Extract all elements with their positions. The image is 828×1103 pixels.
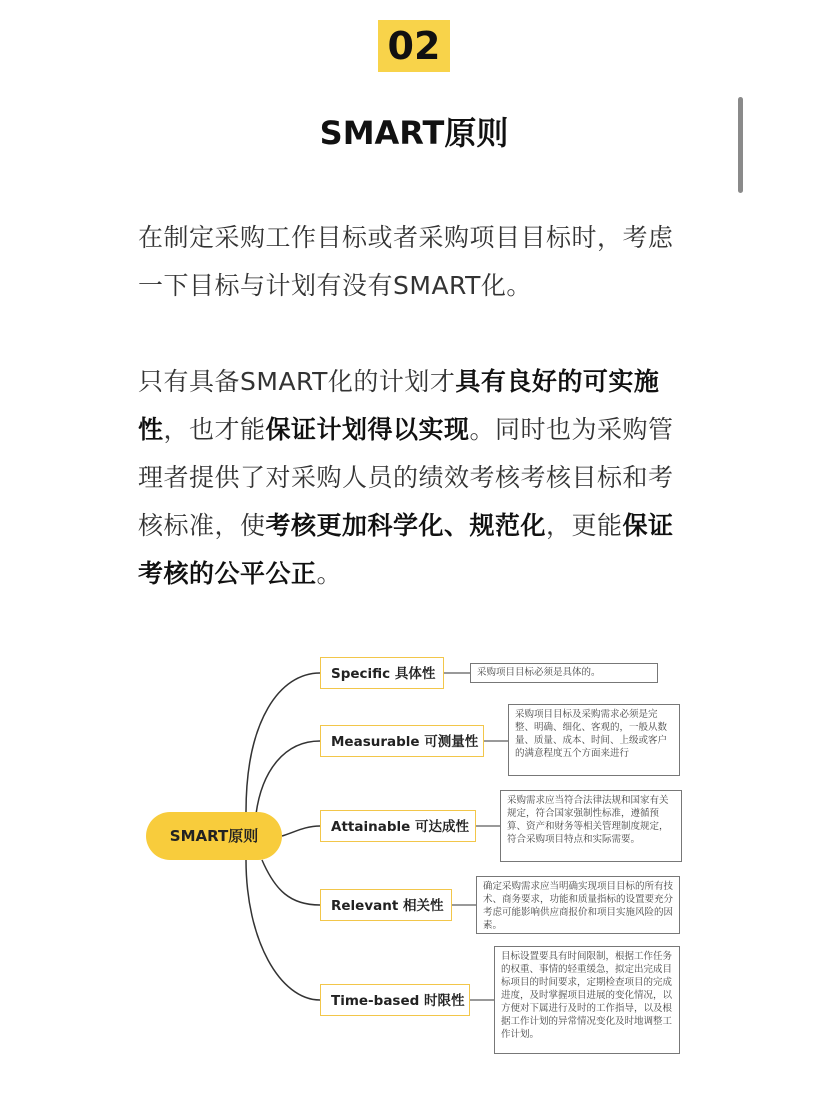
text-run: 。 xyxy=(316,559,343,588)
intro-paragraph: 在制定采购工作目标或者采购项目目标时，考虑一下目标与计划有没有SMART化。 xyxy=(138,223,674,300)
note-attainable: 采购需求应当符合法律法规和国家有关规定，符合国家强制性标准，遵循预算、资产和财务等相关管理制度规定，符合采购项目特点和实际需要。 xyxy=(500,790,682,862)
connector-attainable xyxy=(282,826,320,836)
branch-relevant: Relevant 相关性 xyxy=(320,889,452,921)
branch-attainable: Attainable 可达成性 xyxy=(320,810,476,842)
bold-run: 保证考核的公平公正 xyxy=(138,511,674,588)
connector-relevant xyxy=(262,860,320,905)
branch-timebased: Time-based 时限性 xyxy=(320,984,470,1016)
benefit-paragraph xyxy=(138,358,698,598)
branch-measurable: Measurable 可测量性 xyxy=(320,725,484,757)
note-timebased: 目标设置要具有时间限制，根据工作任务的权重、事情的轻重缓急，拟定出完成目标项目的时间要求，定期检查项目的完成进度，及时掌握项目进展的变化情况，以方便对下属进行及时的工作指导，以及根据工作计划的异常情况变化及时地调整工作计划。 xyxy=(494,946,680,1054)
bold-run: 具有良好的可实施性 xyxy=(138,367,660,444)
page-title: SMART原则 xyxy=(319,114,509,152)
note-measurable: 采购项目目标及采购需求必须是完整、明确、细化、客观的，一般从数量、质量、成本、时间、上级或客户的满意程度五个方面来进行 xyxy=(508,704,680,776)
text-run: ，也才能 xyxy=(163,415,266,444)
smart-mindmap xyxy=(0,640,828,1080)
bold-run: 保证计划得以实现 xyxy=(265,415,470,444)
note-relevant: 确定采购需求应当明确实现项目目标的所有技术、商务要求，功能和质量指标的设置要充分考虑可能影响供应商报价和项目实施风险的因素。 xyxy=(476,876,680,934)
center-node: SMART原则 xyxy=(146,812,282,860)
note-specific: 采购项目目标必须是具体的。 xyxy=(470,663,658,683)
connector-timebased xyxy=(246,860,320,1000)
text-run: ，更能 xyxy=(546,511,623,540)
section-number-badge: 02 xyxy=(378,20,450,72)
connector-measurable xyxy=(256,741,320,814)
text-run: 。同时也为采购管理者提供了对采购人员的绩效考核考核目标和考核标准，使 xyxy=(138,415,674,540)
text-run: 只有具备SMART化的计划才 xyxy=(138,367,456,396)
branch-specific: Specific 具体性 xyxy=(320,657,444,689)
scrollbar[interactable] xyxy=(738,97,743,193)
bold-run: 考核更加科学化、规范化 xyxy=(265,511,547,540)
